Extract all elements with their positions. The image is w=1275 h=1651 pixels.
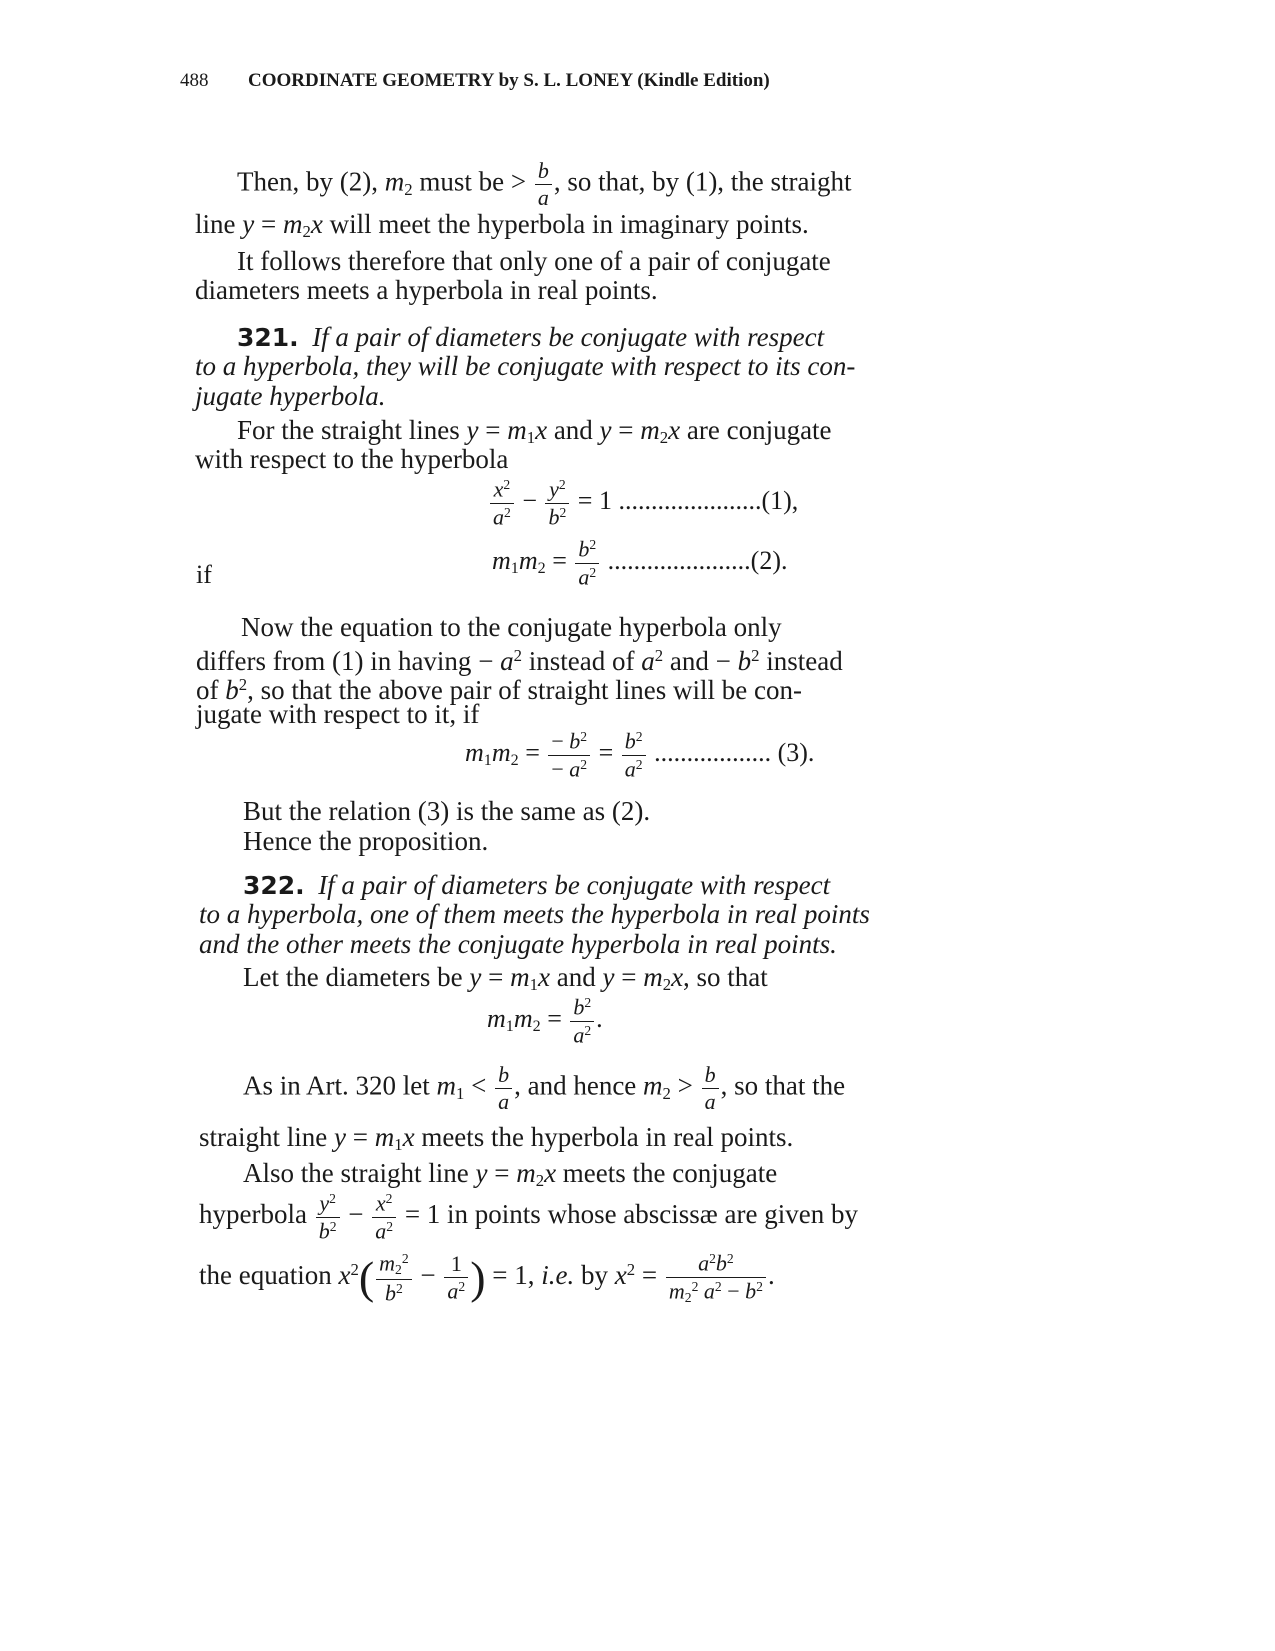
if-label: if bbox=[196, 560, 212, 589]
art321-line1: 321. If a pair of diameters be conjugate with respect bbox=[237, 322, 825, 352]
art321-para3: But the relation (3) is the same as (2). bbox=[243, 796, 651, 826]
equation-2: $m_1m_2$ = $\frac{b^2}{a^2}$ ......................(2). bbox=[492, 536, 788, 589]
art322-para6: the equation $x^2$( $\frac{m_2^2}{b^2}$ − $\frac{1}{a^2}$ ) = 1, i.e. by $x^2$ = $\frac{a^2b^2}{m_2^2 a^2 - b^2}$ . bbox=[199, 1250, 775, 1306]
art321-para2-line2: differs from (1) in having − $a^2$ instead of $a^2$ and − $b^2$ instead bbox=[196, 646, 843, 677]
art321-para1-line2: with respect to the hyperbola bbox=[195, 444, 509, 474]
equation-4: $m_1m_2$ = $\frac{b^2}{a^2}$ . bbox=[487, 994, 603, 1047]
art322-para2: As in Art. 320 let $m_1$ < $\frac{b}{a}$ , and hence $m_2$ > $\frac{b}{a}$ , so that the bbox=[243, 1062, 846, 1114]
p2-line1: It follows therefore that only one of a pair of conjugate bbox=[237, 246, 831, 276]
art322-number: 322. bbox=[243, 871, 305, 900]
book-title: COORDINATE GEOMETRY by S. L. LONEY (Kindle Edition) bbox=[248, 70, 770, 91]
art322-line3: and the other meets the conjugate hyperbola in real points. bbox=[199, 929, 837, 959]
page-number: 488 bbox=[180, 70, 209, 91]
art321-line3: jugate hyperbola. bbox=[195, 381, 386, 411]
equation-3: $m_1m_2$ = $\frac{- b^2}{- a^2}$ = $\frac{b^2}{a^2}$ .................. (3). bbox=[465, 728, 815, 781]
art321-line2: to a hyperbola, they will be conjugate with respect to its con- bbox=[195, 351, 856, 381]
art321-para4: Hence the proposition. bbox=[243, 826, 489, 856]
art322-line2: to a hyperbola, one of them meets the hyperbola in real points bbox=[199, 899, 870, 929]
art322-line1: 322. If a pair of diameters be conjugate with respect bbox=[243, 870, 831, 900]
art321-para2-line1: Now the equation to the conjugate hyperbola only bbox=[241, 612, 782, 642]
art321-para1-line1: For the straight lines $y = m_1x$ and $y = m_2x$ are conjugate bbox=[237, 415, 832, 448]
art322-para4: Also the straight line $y = m_2x$ meets the conjugate bbox=[243, 1158, 778, 1191]
equation-1: $\frac{x^2}{a^2}$ − $\frac{y^2}{b^2}$ = 1 ......................(1), bbox=[488, 478, 798, 528]
frac-b-over-a: $\frac{b}{a}$ bbox=[535, 160, 552, 209]
art322-para1: Let the diameters be $y = m_1x$ and $y = m_2x$, so that bbox=[243, 962, 768, 995]
art322-para3: straight line $y = m_1x$ meets the hyperbola in real points. bbox=[199, 1122, 794, 1155]
art321-para2-line3: of $b^2$, so that the above pair of straight lines will be con- bbox=[196, 675, 802, 706]
running-header bbox=[180, 70, 770, 92]
p1-line2: line $y = m_2x$ will meet the hyperbola in imaginary points. bbox=[195, 209, 809, 242]
p1-line1: Then, by (2), $m_2$ must be > $\frac{b}{a}$ , so that, by (1), the straight bbox=[237, 158, 852, 210]
art321-number: 321. bbox=[237, 323, 299, 352]
art322-para5: hyperbola $\frac{y^2}{b^2}$ − $\frac{x^2}{a^2}$ = 1 in points whose abscissæ are given by bbox=[199, 1190, 859, 1243]
p2-line2: diameters meets a hyperbola in real points. bbox=[195, 275, 658, 305]
art321-para2-line4: jugate with respect to it, if bbox=[196, 699, 480, 729]
